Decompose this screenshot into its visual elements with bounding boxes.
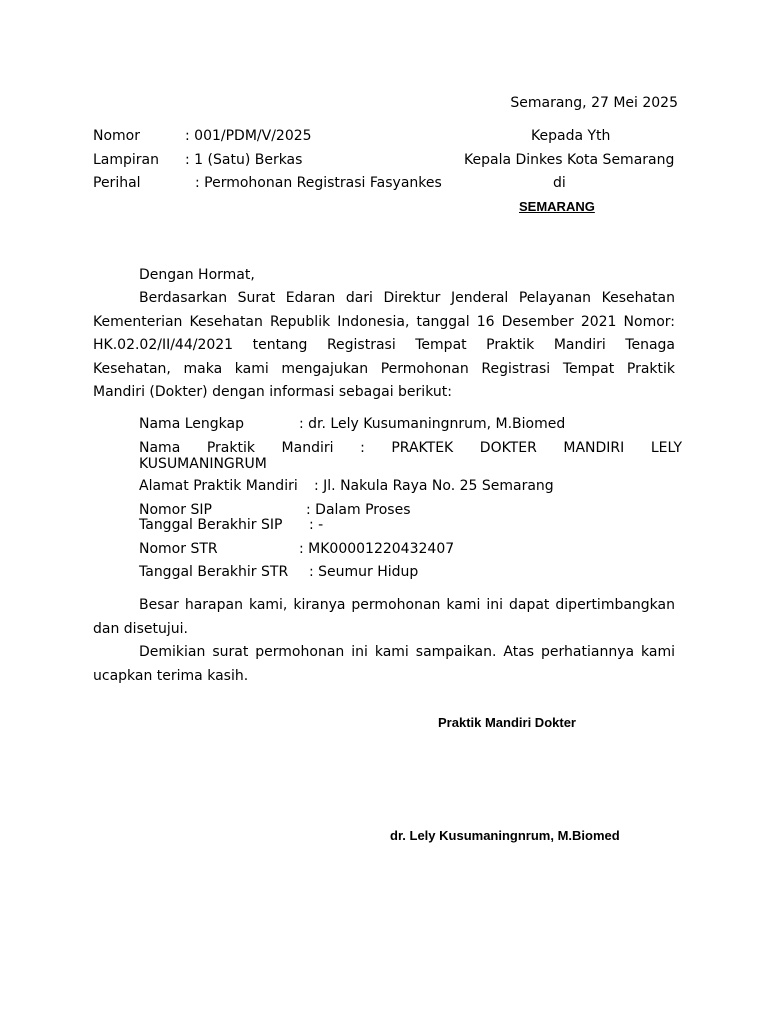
info-alamat-label: Alamat Praktik Mandiri [139,478,298,494]
info-str-label: Nomor STR [139,541,218,557]
perihal-label: Perihal [93,175,141,191]
lampiran-label: Lampiran [93,152,160,168]
info-sip-label: Nomor SIP [139,502,212,518]
info-nama-label: Nama Lengkap [139,416,244,432]
recipient-city: SEMARANG [519,199,595,214]
info-praktik-line1: Nama Praktik Mandiri : PRAKTEK DOKTER MANDIRI LELY [139,440,682,456]
info-tgl-str-value: : Seumur Hidup [309,564,419,580]
recipient-line2: Kepala Dinkes Kota Semarang [464,152,675,168]
info-str-value: : MK00001220432407 [299,541,455,557]
paragraph-hope [93,594,675,641]
nomor-label: Nomor [93,128,140,144]
intro-line-5: Mandiri (Dokter) dengan informasi sebagai berikut: [93,384,452,400]
recipient-line3: di [553,175,566,191]
info-sip-value: : Dalam Proses [306,502,411,518]
signature-name: dr. Lely Kusumaningnrum, M.Biomed [390,828,620,843]
paragraph-intro [93,287,675,405]
hope-line-2: dan disetujui. [93,620,188,637]
hope-line-1: Besar harapan kami, kiranya permohonan kami ini dapat dipertimbangkan [139,597,675,613]
closing-line-2: ucapkan terima kasih. [93,667,249,684]
lampiran-value: : 1 (Satu) Berkas [185,152,303,168]
info-praktik-line2: KUSUMANINGRUM [139,456,267,472]
info-tgl-sip-label: Tanggal Berakhir SIP [139,517,283,533]
nomor-value: : 001/PDM/V/2025 [185,128,312,144]
info-tgl-sip-value: : - [309,517,324,533]
info-tgl-str-label: Tanggal Berakhir STR [139,564,289,580]
intro-line-4: Kesehatan, maka kami mengajukan Permohonan Registrasi Tempat Praktik [93,360,675,377]
info-alamat-value: : Jl. Nakula Raya No. 25 Semarang [314,478,554,494]
intro-line-3: HK.02.02/II/44/2021 tentang Registrasi Tempat Praktik Mandiri Tenaga [93,337,675,353]
info-nama-value: : dr. Lely Kusumaningnrum, M.Biomed [299,416,566,432]
paragraph-closing [93,641,675,688]
greeting: Dengan Hormat, [139,267,255,283]
date-line: Semarang, 27 Mei 2025 [510,95,678,111]
intro-line-1: Berdasarkan Surat Edaran dari Direktur Jenderal Pelayanan Kesehatan [139,290,675,306]
closing-line-1: Demikian surat permohonan ini kami sampaikan. Atas perhatiannya kami [139,644,675,660]
intro-line-2: Kementerian Kesehatan Republik Indonesia, tanggal 16 Desember 2021 Nomor: [93,313,675,330]
perihal-value: : Permohonan Registrasi Fasyankes [195,175,442,191]
signature-title: Praktik Mandiri Dokter [438,715,576,730]
recipient-line1: Kepada Yth [531,128,611,144]
